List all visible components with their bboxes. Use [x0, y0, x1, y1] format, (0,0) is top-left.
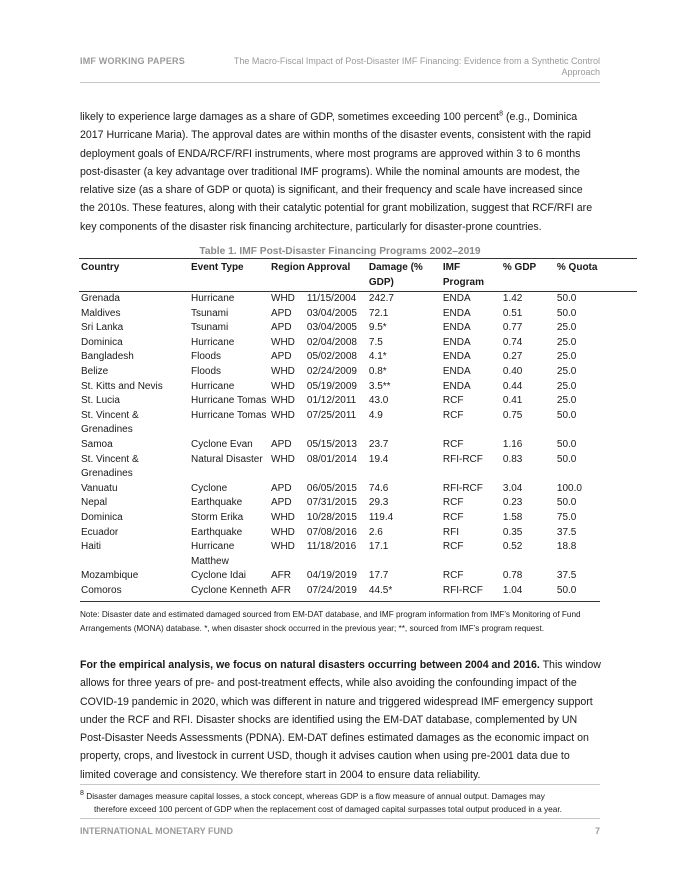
cell-country: Dominica: [81, 511, 123, 523]
cell-country: Belize: [81, 365, 109, 377]
cell-event-type: Hurricane: [191, 293, 235, 304]
cell-country: Nepal: [81, 497, 108, 509]
running-header-series: IMF WORKING PAPERS: [80, 56, 185, 66]
cell-pct-quota: 25.0: [556, 351, 577, 363]
empirical-lead: For the empirical analysis, we focus on natural disasters occurring between 2004 and 2016.: [80, 659, 540, 671]
cell-approval: 05/02/2008: [306, 351, 357, 363]
cell-damage: 17.7: [368, 570, 389, 582]
cell-region: APD: [271, 307, 292, 319]
cell-damage: 29.3: [368, 497, 389, 509]
cell-approval: 03/04/2005: [306, 307, 357, 319]
table-row: [79, 569, 637, 584]
cell-damage: 242.7: [368, 293, 394, 304]
cell-region: WHD: [271, 453, 295, 465]
table-row: [79, 584, 637, 599]
cell-imf-program: RCF: [442, 438, 464, 450]
cell-pct-quota: 37.5: [556, 526, 577, 538]
table-row: [79, 336, 637, 351]
cell-country: Sri Lanka: [81, 322, 124, 334]
table-row: [79, 526, 637, 541]
cell-imf-program: ENDA: [442, 380, 471, 392]
cell-event-type: Floods: [191, 351, 222, 363]
cell-approval: 07/25/2011: [306, 409, 357, 421]
cell-pct-gdp: 3.04: [502, 482, 523, 494]
cell-pct-gdp: 0.78: [502, 570, 523, 582]
cell-approval: 02/04/2008: [306, 336, 357, 348]
cell-approval: 06/05/2015: [306, 482, 357, 494]
table-row: [79, 482, 637, 497]
cell-pct-quota: 50.0: [556, 409, 577, 421]
table-row: [79, 540, 637, 569]
cell-damage: 4.1*: [368, 351, 387, 363]
cell-pct-gdp: 0.77: [502, 322, 523, 334]
cell-pct-quota: 50.0: [556, 293, 577, 304]
footnote-ref[interactable]: 8: [499, 110, 503, 118]
table-row: [79, 496, 637, 511]
cell-country: St. Kitts and Nevis: [81, 380, 163, 392]
table-row: [79, 394, 637, 409]
cell-imf-program: RFI-RCF: [442, 482, 483, 494]
cell-approval: 05/19/2009: [306, 380, 357, 392]
cell-damage: 4.9: [368, 409, 383, 421]
cell-approval: 07/24/2019: [306, 584, 357, 596]
cell-pct-gdp: 0.41: [502, 395, 523, 407]
cell-event-type: Cyclone Evan: [191, 438, 253, 450]
table-body: [79, 292, 637, 599]
cell-pct-gdp: 0.51: [502, 307, 523, 319]
cell-approval: 05/15/2013: [306, 438, 357, 450]
cell-pct-gdp: 0.83: [502, 453, 523, 465]
cell-pct-quota: 50.0: [556, 307, 577, 319]
cell-imf-program: RFI-RCF: [442, 584, 483, 596]
table-header-row: [79, 260, 637, 292]
cell-region: APD: [271, 351, 292, 363]
cell-event-type: Floods: [191, 365, 222, 377]
cell-damage: 74.6: [368, 482, 389, 494]
cell-approval: 02/24/2009: [306, 365, 357, 377]
cell-country: Bangladesh: [81, 351, 134, 363]
cell-damage: 119.4: [368, 511, 394, 523]
cell-imf-program: RFI: [442, 526, 459, 538]
cell-region: APD: [271, 322, 292, 334]
cell-imf-program: ENDA: [442, 351, 471, 363]
cell-region: WHD: [271, 380, 295, 392]
cell-approval: 07/08/2016: [306, 526, 357, 538]
cell-pct-gdp: 0.75: [502, 409, 523, 421]
cell-pct-quota: 25.0: [556, 322, 577, 334]
col-header-pct-gdp: % GDP: [501, 260, 555, 292]
cell-event-type: Hurricane Matthew: [191, 541, 235, 567]
cell-pct-gdp: 0.23: [502, 497, 523, 509]
cell-damage: 17.1: [368, 541, 389, 553]
table-row: [79, 365, 637, 380]
cell-country: Samoa: [81, 438, 113, 450]
cell-country: Haiti: [81, 541, 102, 553]
cell-event-type: Cyclone Kenneth: [191, 584, 268, 596]
cell-damage: 9.5*: [368, 322, 387, 334]
cell-pct-gdp: 1.42: [502, 293, 523, 304]
cell-pct-gdp: 1.58: [502, 511, 523, 523]
cell-pct-gdp: 0.27: [502, 351, 523, 363]
footnote-divider: [80, 784, 600, 785]
cell-region: WHD: [271, 365, 295, 377]
cell-pct-quota: 25.0: [556, 336, 577, 348]
cell-event-type: Tsunami: [191, 307, 229, 319]
cell-imf-program: RFI-RCF: [442, 453, 483, 465]
cell-damage: 44.5*: [368, 584, 393, 596]
cell-region: WHD: [271, 336, 295, 348]
cell-region: APD: [271, 482, 292, 494]
cell-pct-gdp: 0.74: [502, 336, 523, 348]
cell-country: Ecuador: [81, 526, 119, 538]
cell-country: Maldives: [81, 307, 121, 319]
cell-region: WHD: [271, 293, 295, 304]
cell-damage: 23.7: [368, 438, 389, 450]
footnote: [80, 790, 600, 816]
cell-event-type: Tsunami: [191, 322, 229, 334]
cell-damage: 72.1: [368, 307, 389, 319]
table-title: Table 1. IMF Post-Disaster Financing Programs 2002–2019: [199, 246, 481, 257]
cell-damage: 3.5**: [368, 380, 391, 392]
cell-country: Vanuatu: [81, 482, 118, 494]
intro-paragraph: [80, 108, 600, 236]
cell-damage: 19.4: [368, 453, 389, 465]
cell-approval: 04/19/2019: [306, 570, 357, 582]
cell-imf-program: RCF: [442, 395, 464, 407]
cell-approval: 11/15/2004: [306, 293, 357, 304]
cell-region: WHD: [271, 395, 295, 407]
cell-event-type: Cyclone: [191, 482, 228, 494]
cell-pct-quota: 100.0: [556, 482, 582, 494]
cell-damage: 2.6: [368, 526, 383, 538]
table-row: [79, 380, 637, 395]
cell-event-type: Cyclone Idai: [191, 570, 247, 582]
table-row: [79, 292, 637, 307]
cell-imf-program: RCF: [442, 570, 464, 582]
cell-imf-program: RCF: [442, 497, 464, 509]
cell-pct-quota: 25.0: [556, 365, 577, 377]
cell-pct-quota: 75.0: [556, 511, 577, 523]
cell-pct-gdp: 0.44: [502, 380, 523, 392]
table-row: [79, 453, 637, 482]
cell-pct-quota: 25.0: [556, 395, 577, 407]
cell-approval: 03/04/2005: [306, 322, 357, 334]
empirical-text: This window allows for three years of pre- and post-treatment effects, while also avoiding the confounding impact of the COVID-19 pandemic in 2020, which was different in nature and triggered widespread IMF emergency support under the RCF and RFI. Disaster shocks are identified using the EM-DAT database, complemented by UN Post-Disaster Needs Assessments (PDNA). EM-DAT defines estimated damages as the economic impact on property, crops, and livestock in current USD, though it advises caution when using pre-2001 data due to limited coverage and consistency. We therefore start in 2004 to ensure data reliability.: [80, 659, 601, 781]
col-header-region: Region: [269, 260, 305, 292]
col-header-event-type: Event Type: [189, 260, 269, 292]
cell-pct-gdp: 0.52: [502, 541, 523, 553]
cell-region: WHD: [271, 511, 295, 523]
cell-pct-gdp: 1.04: [502, 584, 523, 596]
cell-pct-gdp: 0.40: [502, 365, 523, 377]
cell-damage: 0.8*: [368, 365, 387, 377]
table-row: [79, 511, 637, 526]
cell-pct-quota: 25.0: [556, 380, 577, 392]
page-number: 7: [594, 826, 600, 836]
table-note: Note: Disaster date and estimated damaged sourced from EM-DAT database, and IMF program information from IMF’s Monitoring of Fund Arrangements (MONA) database. *, when disaster shock occurred in the previous year; **, sourced from IMF’s program request.: [80, 610, 581, 633]
cell-event-type: Hurricane: [191, 380, 235, 392]
cell-imf-program: RCF: [442, 541, 464, 553]
cell-approval: 01/12/2011: [306, 395, 357, 407]
col-header-damage: Damage (% GDP): [367, 260, 441, 292]
cell-country: Comoros: [81, 584, 122, 596]
cell-imf-program: ENDA: [442, 307, 471, 319]
footer-divider: [80, 818, 600, 819]
cell-pct-quota: 50.0: [556, 497, 577, 509]
cell-approval: 11/18/2016: [306, 541, 357, 553]
running-header-title: The Macro-Fiscal Impact of Post-Disaster IMF Financing: Evidence from a Synthetic Control Approach: [233, 56, 600, 77]
cell-event-type: Earthquake: [191, 497, 243, 509]
cell-approval: 10/28/2015: [306, 511, 357, 523]
cell-event-type: Storm Erika: [191, 511, 244, 523]
cell-imf-program: ENDA: [442, 322, 471, 334]
cell-pct-quota: 37.5: [556, 570, 577, 582]
table-row: [79, 350, 637, 365]
footnote-text-1: Disaster damages measure capital losses, a stock concept, whereas GDP is a flow measure of annual output. Damages may: [83, 791, 545, 801]
col-header-country: Country: [79, 260, 189, 292]
cell-region: WHD: [271, 409, 295, 421]
cell-region: AFR: [271, 584, 291, 596]
table-row: [79, 307, 637, 322]
cell-country: Mozambique: [81, 570, 139, 582]
cell-event-type: Hurricane: [191, 336, 235, 348]
cell-imf-program: RCF: [442, 409, 464, 421]
cell-event-type: Hurricane Tomas: [191, 409, 267, 421]
table-row: [79, 321, 637, 336]
cell-country: St. Vincent & Grenadines: [81, 453, 139, 480]
footer-org: INTERNATIONAL MONETARY FUND: [80, 826, 233, 836]
cell-region: AFR: [271, 570, 291, 582]
cell-region: APD: [271, 438, 292, 450]
cell-event-type: Earthquake: [191, 526, 243, 538]
cell-region: APD: [271, 497, 292, 509]
cell-approval: 08/01/2014: [306, 453, 357, 465]
cell-pct-quota: 50.0: [556, 453, 577, 465]
col-header-imf-program: IMF Program: [441, 260, 501, 292]
cell-country: St. Vincent & Grenadines: [81, 409, 139, 436]
table-row: [79, 438, 637, 453]
cell-damage: 7.5: [368, 336, 383, 348]
cell-pct-quota: 18.8: [556, 541, 577, 553]
cell-imf-program: ENDA: [442, 293, 471, 304]
cell-region: WHD: [271, 541, 295, 553]
cell-approval: 07/31/2015: [306, 497, 357, 509]
col-header-approval: Approval: [305, 260, 367, 292]
cell-imf-program: RCF: [442, 511, 464, 523]
cell-country: St. Lucia: [81, 395, 120, 407]
table-bottom-rule: [80, 601, 600, 602]
intro-text-2: (e.g., Dominica 2017 Hurricane Maria). The approval dates are within months of the disaster events, consistent with the rapid deployment goals of ENDA/RCF/RFI instruments, where most programs are approved within 3 to 6 months post-disaster (a key advantage over traditional IMF programs). While the nominal amounts are modest, the relative size (as a share of GDP or quota) is significant, and their frequency and scale have increased since the 2010s. These features, along with their catalytic potential for grant mobilization, suggest that RCF/RFI are key components of the disaster risk financing architecture, particularly for disaster-prone countries.: [80, 111, 593, 233]
cell-country: Dominica: [81, 336, 123, 348]
footnote-text-2: therefore exceed 100 percent of GDP when the replacement cost of damaged capital surpasses total output produced in a year.: [94, 804, 562, 814]
cell-pct-quota: 50.0: [556, 584, 577, 596]
cell-event-type: Hurricane Tomas: [191, 395, 267, 407]
cell-region: WHD: [271, 526, 295, 538]
empirical-paragraph: [80, 656, 602, 784]
table-row: [79, 409, 637, 438]
footnote-number: 8: [80, 790, 84, 798]
cell-pct-gdp: 0.35: [502, 526, 523, 538]
cell-damage: 43.0: [368, 395, 389, 407]
intro-text-1: likely to experience large damages as a share of GDP, sometimes exceeding 100 percent: [80, 111, 500, 123]
cell-pct-gdp: 1.16: [502, 438, 523, 450]
cell-event-type: Natural Disaster: [191, 453, 263, 465]
programs-table: [79, 258, 637, 598]
col-header-pct-quota: % Quota: [555, 260, 637, 292]
cell-pct-quota: 50.0: [556, 438, 577, 450]
cell-imf-program: ENDA: [442, 365, 471, 377]
cell-country: Grenada: [81, 293, 120, 304]
cell-imf-program: ENDA: [442, 336, 471, 348]
header-divider: [80, 82, 600, 83]
